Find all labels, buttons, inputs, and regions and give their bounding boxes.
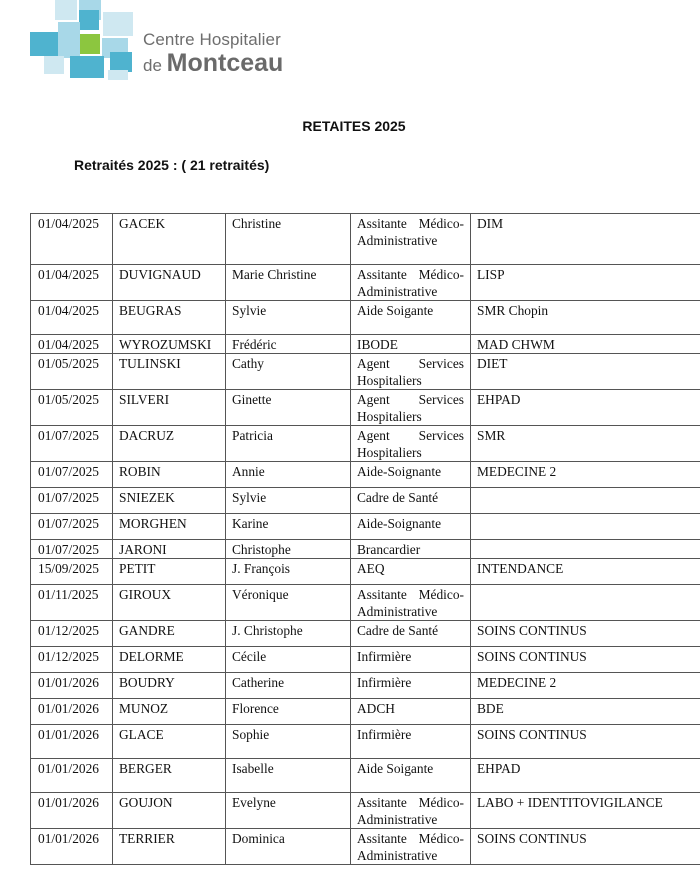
cell-service bbox=[471, 540, 700, 559]
cell-firstname: Patricia bbox=[226, 426, 351, 462]
cell-firstname: Sylvie bbox=[226, 488, 351, 514]
cell-service: BDE bbox=[471, 699, 700, 725]
cell-service: SOINS CONTINUS bbox=[471, 647, 700, 673]
cell-firstname: Sophie bbox=[226, 725, 351, 759]
cell-lastname: TULINSKI bbox=[113, 354, 226, 390]
cell-service: INTENDANCE bbox=[471, 559, 700, 585]
cell-job: Agent Services Hospitaliers bbox=[351, 354, 471, 390]
cell-service: MAD CHWM bbox=[471, 335, 700, 354]
cell-lastname: SNIEZEK bbox=[113, 488, 226, 514]
cell-service: LABO + IDENTITOVIGILANCE bbox=[471, 793, 700, 829]
cell-date: 01/04/2025 bbox=[31, 214, 113, 265]
cell-job: Infirmière bbox=[351, 725, 471, 759]
cell-lastname: JARONI bbox=[113, 540, 226, 559]
cell-lastname: MUNOZ bbox=[113, 699, 226, 725]
cell-firstname: Ginette bbox=[226, 390, 351, 426]
cell-job: ADCH bbox=[351, 699, 471, 725]
cell-service: DIM bbox=[471, 214, 700, 265]
cell-date: 15/09/2025 bbox=[31, 559, 113, 585]
table-row bbox=[31, 265, 700, 301]
table-row bbox=[31, 793, 700, 829]
hospital-logo-mark bbox=[30, 0, 140, 82]
cell-lastname: GLACE bbox=[113, 725, 226, 759]
logo-line-1: Centre Hospitalier bbox=[143, 30, 281, 49]
cell-firstname: Christophe bbox=[226, 540, 351, 559]
cell-service: SOINS CONTINUS bbox=[471, 621, 700, 647]
table-row bbox=[31, 673, 700, 699]
cell-date: 01/12/2025 bbox=[31, 621, 113, 647]
cell-date: 01/07/2025 bbox=[31, 462, 113, 488]
cell-firstname: Annie bbox=[226, 462, 351, 488]
retirees-table bbox=[30, 213, 700, 865]
cell-firstname: J. Christophe bbox=[226, 621, 351, 647]
table-row bbox=[31, 488, 700, 514]
table-row bbox=[31, 540, 700, 559]
cell-lastname: ROBIN bbox=[113, 462, 226, 488]
cell-service: SOINS CONTINUS bbox=[471, 725, 700, 759]
cell-lastname: GIROUX bbox=[113, 585, 226, 621]
hospital-logo-text bbox=[143, 30, 283, 79]
table-row bbox=[31, 426, 700, 462]
cell-date: 01/04/2025 bbox=[31, 301, 113, 335]
cell-date: 01/01/2026 bbox=[31, 759, 113, 793]
table-row bbox=[31, 647, 700, 673]
cell-lastname: GOUJON bbox=[113, 793, 226, 829]
cell-job: Assitante Médico-Administrative bbox=[351, 214, 471, 265]
cell-lastname: SILVERI bbox=[113, 390, 226, 426]
cell-job: Cadre de Santé bbox=[351, 488, 471, 514]
cell-job: Assitante Médico-Administrative bbox=[351, 829, 471, 865]
cell-lastname: WYROZUMSKI bbox=[113, 335, 226, 354]
table-row bbox=[31, 514, 700, 540]
table-row bbox=[31, 585, 700, 621]
cell-lastname: DACRUZ bbox=[113, 426, 226, 462]
cell-service: DIET bbox=[471, 354, 700, 390]
cell-job: Aide Soigante bbox=[351, 759, 471, 793]
table-row bbox=[31, 759, 700, 793]
cell-service: EHPAD bbox=[471, 390, 700, 426]
cell-firstname: Catherine bbox=[226, 673, 351, 699]
cell-job: Infirmière bbox=[351, 673, 471, 699]
cell-service bbox=[471, 585, 700, 621]
cell-job: Assitante Médico-Administrative bbox=[351, 585, 471, 621]
cell-job: Aide Soigante bbox=[351, 301, 471, 335]
cell-job: AEQ bbox=[351, 559, 471, 585]
cell-job: IBODE bbox=[351, 335, 471, 354]
cell-date: 01/01/2026 bbox=[31, 793, 113, 829]
table-row bbox=[31, 214, 700, 265]
cell-lastname: PETIT bbox=[113, 559, 226, 585]
cell-service: LISP bbox=[471, 265, 700, 301]
cell-date: 01/12/2025 bbox=[31, 647, 113, 673]
cell-date: 01/01/2026 bbox=[31, 699, 113, 725]
cell-service: EHPAD bbox=[471, 759, 700, 793]
cell-date: 01/01/2026 bbox=[31, 829, 113, 865]
cell-lastname: DUVIGNAUD bbox=[113, 265, 226, 301]
cell-firstname: Christine bbox=[226, 214, 351, 265]
cell-lastname: GANDRE bbox=[113, 621, 226, 647]
cell-date: 01/07/2025 bbox=[31, 488, 113, 514]
cell-firstname: Sylvie bbox=[226, 301, 351, 335]
cell-service: SOINS CONTINUS bbox=[471, 829, 700, 865]
cell-job: Aide-Soignante bbox=[351, 462, 471, 488]
cell-firstname: Karine bbox=[226, 514, 351, 540]
cell-job: Assitante Médico-Administrative bbox=[351, 265, 471, 301]
cell-date: 01/01/2026 bbox=[31, 673, 113, 699]
table-row bbox=[31, 354, 700, 390]
table-row bbox=[31, 559, 700, 585]
cell-lastname: MORGHEN bbox=[113, 514, 226, 540]
logo-line-2-prefix: de bbox=[143, 56, 162, 75]
cell-service: MEDECINE 2 bbox=[471, 673, 700, 699]
cell-firstname: Marie Christine bbox=[226, 265, 351, 301]
cell-firstname: Frédéric bbox=[226, 335, 351, 354]
cell-firstname: J. François bbox=[226, 559, 351, 585]
cell-date: 01/01/2026 bbox=[31, 725, 113, 759]
cell-service: SMR bbox=[471, 426, 700, 462]
cell-service bbox=[471, 488, 700, 514]
document-subtitle: Retraités 2025 : ( 21 retraités) bbox=[74, 157, 270, 173]
cell-date: 01/07/2025 bbox=[31, 426, 113, 462]
cell-job: Agent Services Hospitaliers bbox=[351, 390, 471, 426]
cell-lastname: DELORME bbox=[113, 647, 226, 673]
cell-lastname: TERRIER bbox=[113, 829, 226, 865]
table-row bbox=[31, 301, 700, 335]
cell-date: 01/05/2025 bbox=[31, 354, 113, 390]
table-row bbox=[31, 699, 700, 725]
cell-lastname: GACEK bbox=[113, 214, 226, 265]
cell-lastname: BEUGRAS bbox=[113, 301, 226, 335]
cell-firstname: Evelyne bbox=[226, 793, 351, 829]
cell-lastname: BERGER bbox=[113, 759, 226, 793]
cell-date: 01/11/2025 bbox=[31, 585, 113, 621]
cell-date: 01/04/2025 bbox=[31, 335, 113, 354]
cell-job: Infirmière bbox=[351, 647, 471, 673]
document-title: RETAITES 2025 bbox=[302, 118, 406, 134]
cell-job: Cadre de Santé bbox=[351, 621, 471, 647]
cell-firstname: Cathy bbox=[226, 354, 351, 390]
table-row bbox=[31, 829, 700, 865]
cell-service: MEDECINE 2 bbox=[471, 462, 700, 488]
cell-job: Brancardier bbox=[351, 540, 471, 559]
cell-date: 01/05/2025 bbox=[31, 390, 113, 426]
table-row bbox=[31, 725, 700, 759]
cell-date: 01/04/2025 bbox=[31, 265, 113, 301]
cell-firstname: Florence bbox=[226, 699, 351, 725]
table-row bbox=[31, 390, 700, 426]
table-row bbox=[31, 335, 700, 354]
cell-date: 01/07/2025 bbox=[31, 514, 113, 540]
cell-firstname: Cécile bbox=[226, 647, 351, 673]
cell-service: SMR Chopin bbox=[471, 301, 700, 335]
table-row bbox=[31, 621, 700, 647]
cell-firstname: Véronique bbox=[226, 585, 351, 621]
cell-job: Aide-Soignante bbox=[351, 514, 471, 540]
cell-job: Assitante Médico-Administrative bbox=[351, 793, 471, 829]
cell-date: 01/07/2025 bbox=[31, 540, 113, 559]
cell-service bbox=[471, 514, 700, 540]
logo-line-2-name: Montceau bbox=[166, 49, 284, 77]
cell-job: Agent Services Hospitaliers bbox=[351, 426, 471, 462]
logo-line-2 bbox=[143, 50, 283, 79]
cell-firstname: Dominica bbox=[226, 829, 351, 865]
cell-firstname: Isabelle bbox=[226, 759, 351, 793]
cell-lastname: BOUDRY bbox=[113, 673, 226, 699]
table-row bbox=[31, 462, 700, 488]
